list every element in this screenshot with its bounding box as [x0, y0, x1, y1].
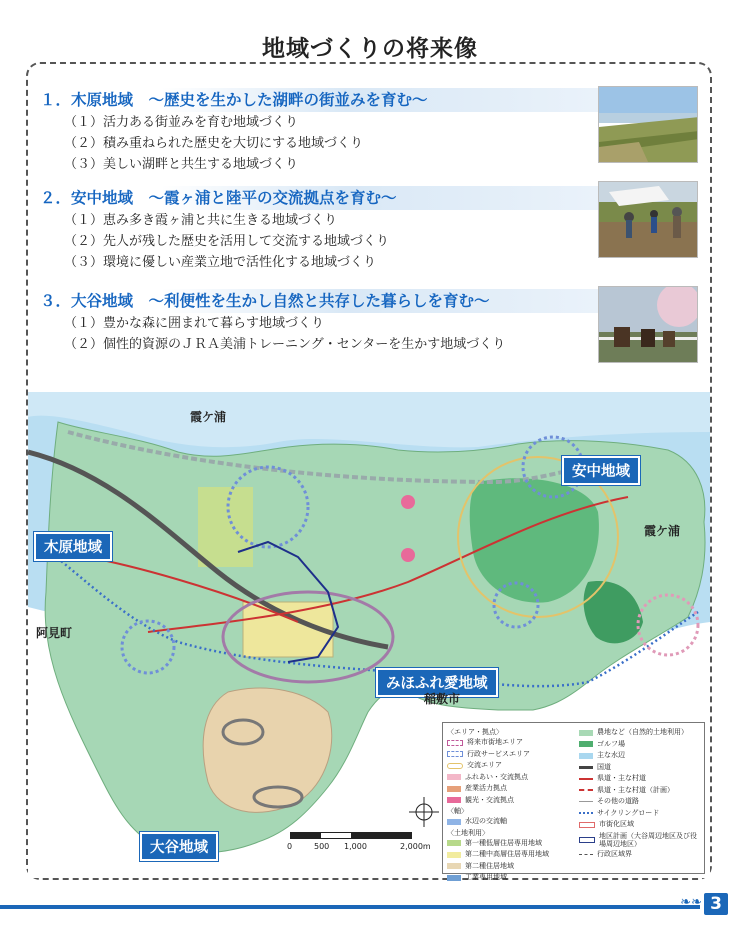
- section-item: （２）積み重ねられた歴史を大切にする地域づくり: [64, 136, 364, 151]
- legend-item: サイクリングロード: [597, 808, 660, 817]
- legend-item: 第二種中高層住居専用地域: [465, 850, 549, 858]
- section-kihara: [38, 88, 598, 175]
- legend-item: 将来市街地エリア: [467, 738, 523, 746]
- legend-item: 工業専用地域: [465, 873, 507, 881]
- legend-item: 行政区域界: [597, 849, 632, 858]
- legend-item: 産業活力拠点: [465, 784, 507, 792]
- label-inashiki: 稲敷市: [424, 692, 461, 706]
- label-mihofure: みほふれ愛地域: [376, 668, 498, 697]
- legend-item: 市街化区域: [599, 820, 634, 828]
- legend-heading: 〈土地利用〉: [447, 828, 489, 837]
- label-annaka: 安中地域: [562, 456, 640, 485]
- legend-item: 県道・主な村道: [597, 774, 646, 782]
- photo-lakeside: [598, 86, 698, 163]
- section-ootani: [38, 289, 598, 355]
- map-legend: [442, 722, 705, 881]
- legend-item: その他の道路: [597, 797, 639, 805]
- legend-item: 観光・交流拠点: [465, 795, 514, 804]
- legend-item: ふれあい・交流拠点: [465, 772, 528, 781]
- scale-label: 500: [314, 842, 330, 851]
- legend-item: 行政サービスエリア: [467, 749, 530, 758]
- label-kihara: 木原地域: [34, 532, 112, 561]
- legend-item: ゴルフ場: [597, 739, 625, 748]
- section-item: （３）美しい湖畔と共生する地域づくり: [64, 157, 299, 172]
- legend-item: 第二種住居地域: [465, 861, 514, 870]
- legend-item: 国道: [597, 762, 611, 771]
- label-ami: 阿見町: [36, 626, 73, 640]
- scale-label: 2,000m: [400, 842, 431, 851]
- label-ootani: 大谷地域: [140, 832, 218, 861]
- legend-heading: 〈軸〉: [447, 807, 468, 815]
- photo-excavation: [598, 181, 698, 258]
- section-item: （３）環境に優しい産業立地で活性化する地域づくり: [64, 255, 377, 270]
- page-title: 地域づくりの将来像: [262, 36, 478, 62]
- label-kasumigaura-north: 霞ケ浦: [190, 410, 227, 424]
- scale-label: 1,000: [344, 842, 367, 851]
- section-title: ３．大谷地域 ～利便性を生かし自然と共存した暮らしを育む～: [38, 289, 598, 313]
- legend-item: 主な水辺: [597, 751, 625, 759]
- section-item: （２）先人が残した歴史を活用して交流する地域づくり: [64, 234, 390, 249]
- page-number: 3: [704, 893, 728, 915]
- scale-label: 0: [287, 842, 293, 851]
- section-item: （２）個性的資源のＪＲＡ美浦トレーニング・センターを生かす地域づくり: [64, 337, 506, 352]
- section-item: （１）豊かな森に囲まれて暮らす地域づくり: [64, 316, 325, 331]
- section-item: （１）活力ある街並みを育む地域づくり: [64, 115, 299, 130]
- section-item: （１）恵み多き霞ヶ浦と共に生きる地域づくり: [64, 213, 338, 228]
- legend-heading: 〈エリア・拠点〉: [447, 728, 503, 736]
- legend-item: 交流エリア: [467, 761, 502, 769]
- label-kasumigaura-east: 霞ケ浦: [644, 524, 681, 538]
- legend-item: 水辺の交流軸: [465, 817, 507, 825]
- section-title: １．木原地域 ～歴史を生かした湖畔の街並みを育む～: [38, 88, 598, 112]
- footer-rule: [0, 905, 700, 909]
- legend-item: 県道・主な村道（計画）: [597, 785, 674, 794]
- legend-item: 農地など（自然的土地利用）: [597, 728, 688, 736]
- legend-item: 地区計画（大谷周辺地区及び役場周辺地区）: [599, 831, 697, 848]
- photo-horses: [598, 286, 698, 363]
- section-title: ２．安中地域 ～霞ヶ浦と陸平の交流拠点を育む～: [38, 186, 598, 210]
- scale-bar: [287, 832, 431, 862]
- footer-decoration-icon: ❧❧: [680, 895, 702, 910]
- legend-item: 第一種低層住居専用地域: [465, 838, 542, 847]
- section-annaka: [38, 186, 598, 273]
